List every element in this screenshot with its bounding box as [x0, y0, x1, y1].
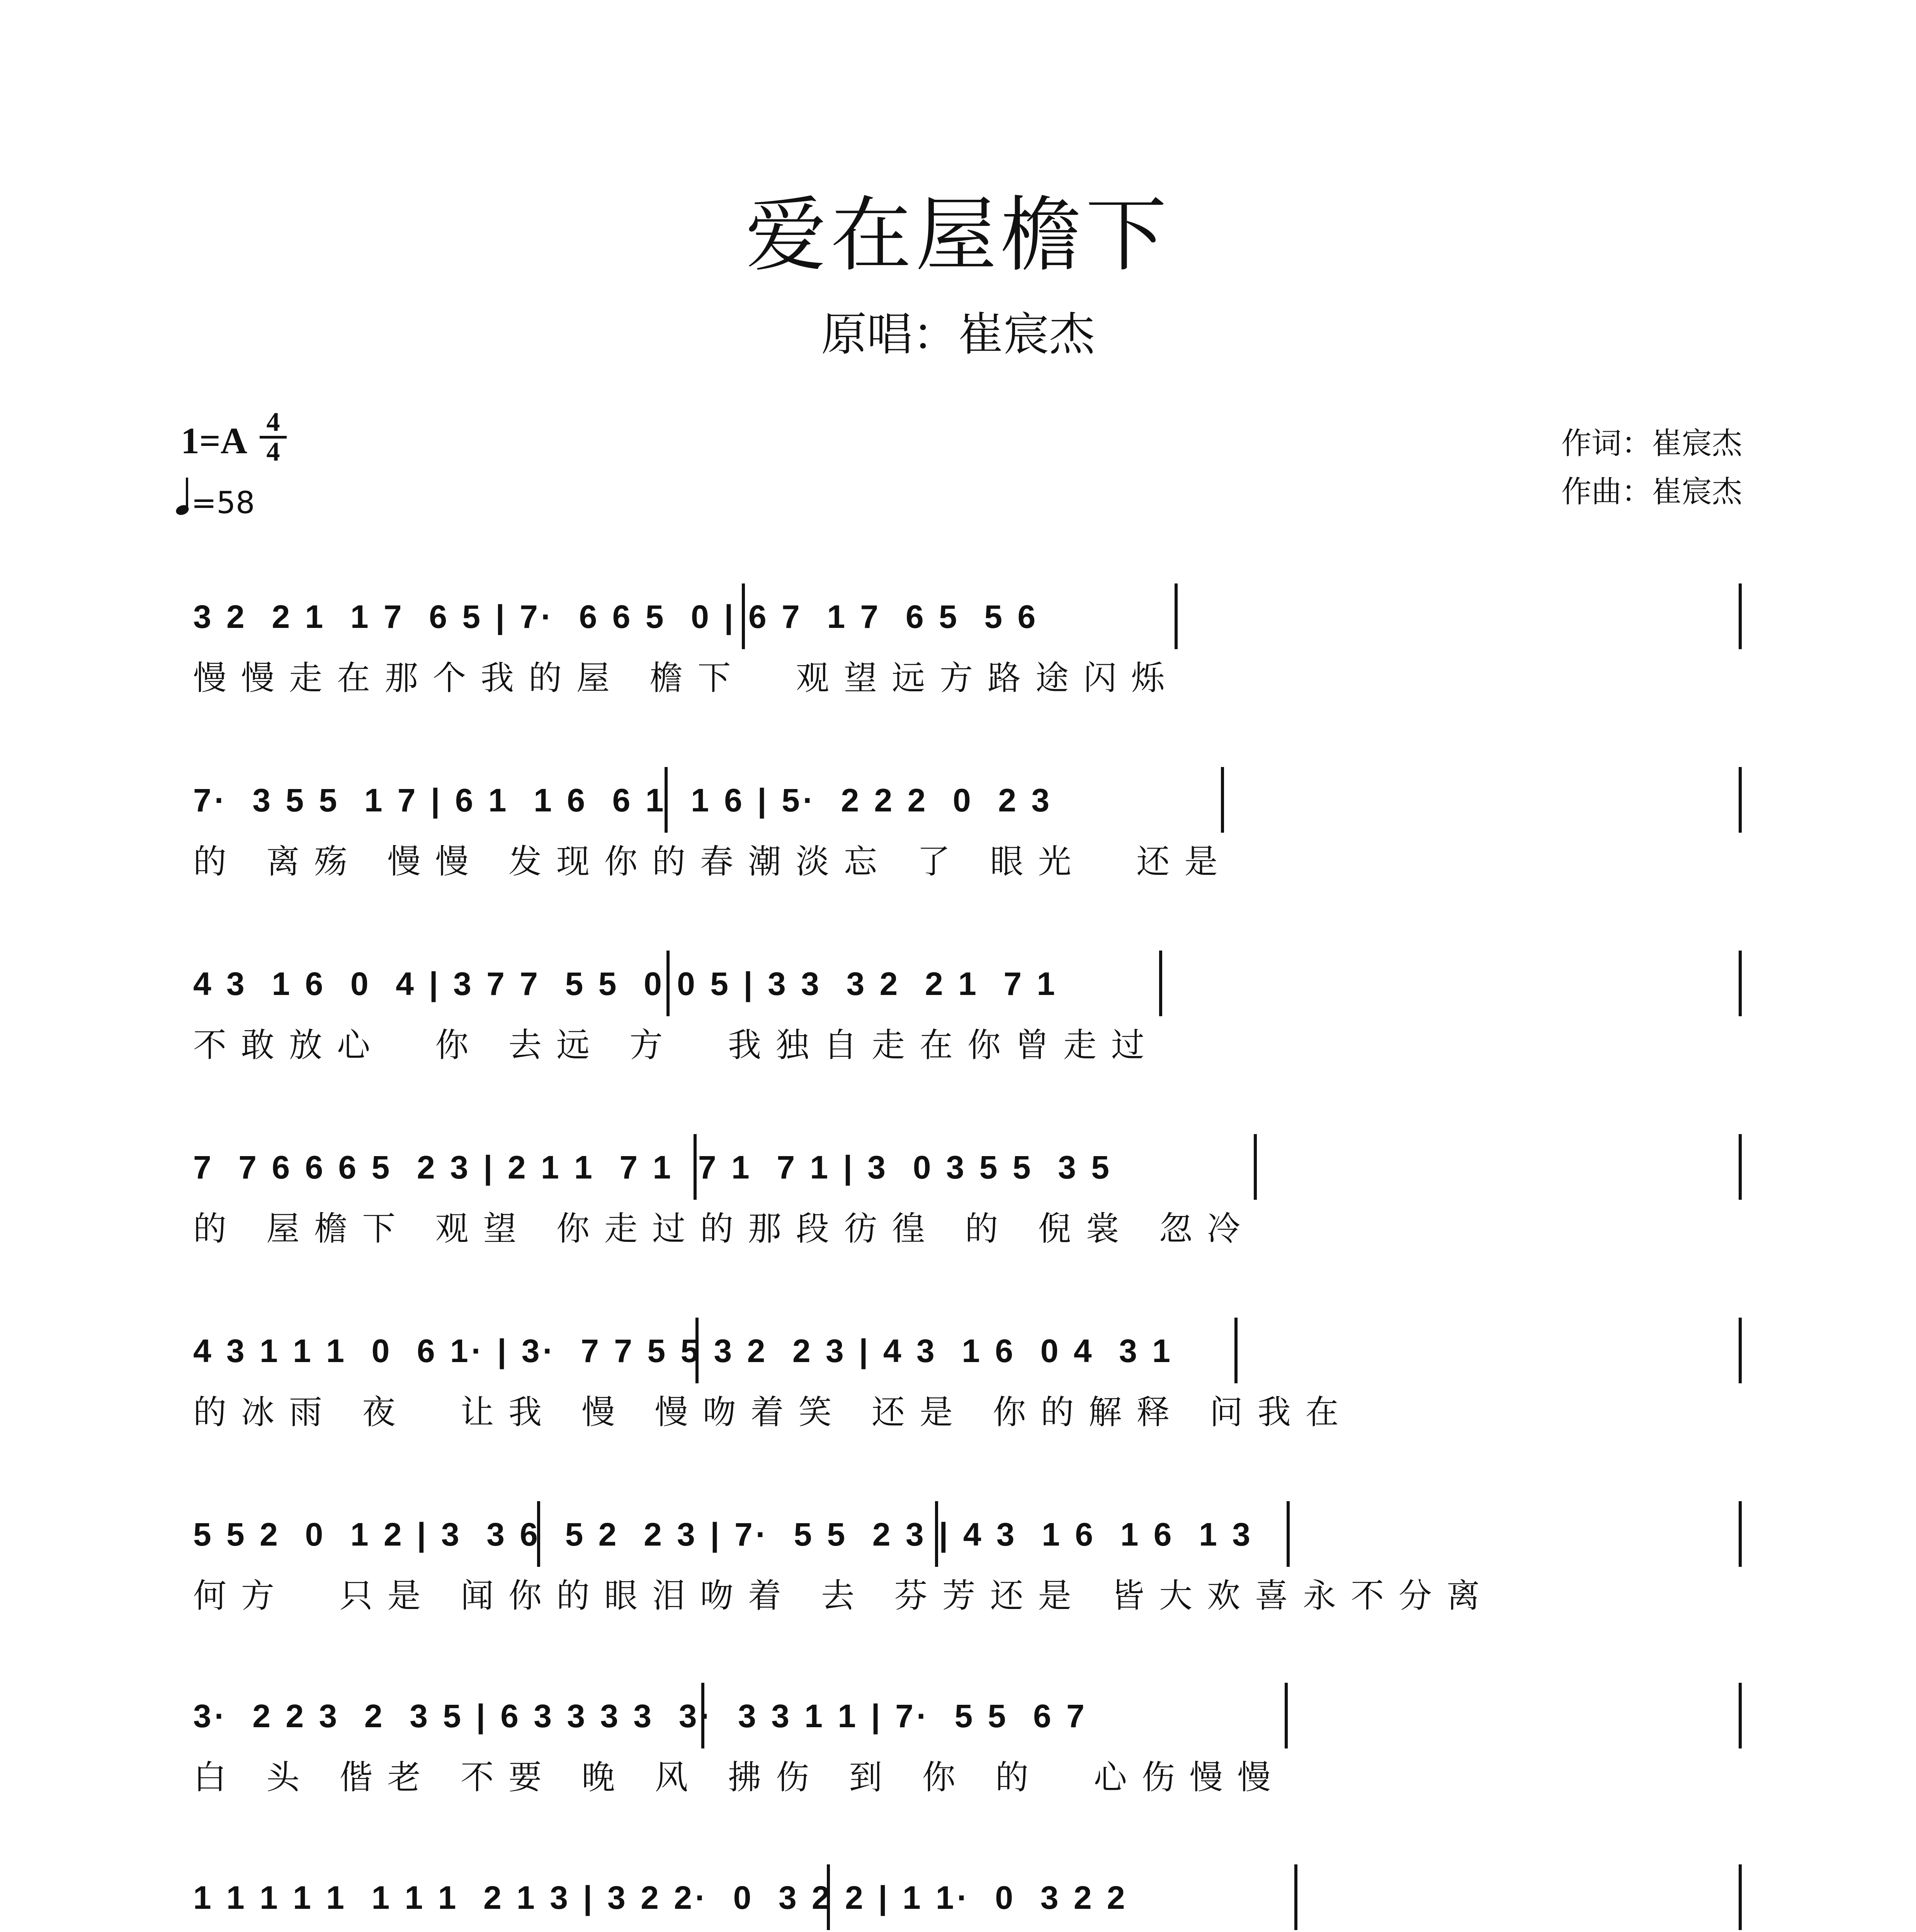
barline	[1739, 1864, 1742, 1930]
original-singer: 原唱：崔宸杰	[821, 308, 1095, 361]
note-stem	[186, 478, 188, 509]
lyric-line: 的 屋檐下 观望 你走过的那段彷徨 的 倪裳 忽冷	[193, 1209, 1255, 1248]
notation-line: 3 2 2 1 1 7 6 5 | 7· 6 6 5 0 | 6 7 1 7 6 5 5 6	[193, 599, 1039, 635]
barline	[1739, 583, 1742, 649]
barline	[1739, 1134, 1742, 1200]
lyricist-credit: 作词：崔宸杰	[1561, 426, 1742, 461]
lyric-line: 白 头 偕老 不要 晚 风 拂伤 到 你 的 心伤慢慢	[193, 1758, 1285, 1797]
lyric-line: 何方 只是 闻你的眼泪吻着 去 芬芳还是 皆大欢喜永不分离	[193, 1577, 1495, 1615]
song-title: 爱在屋檐下	[745, 188, 1171, 282]
lyric-line: 慢慢走在那个我的屋 檐下 观望远方路途闪烁	[193, 659, 1180, 697]
lyric-line: 的 离殇 慢慢 发现你的春潮淡忘 了 眼光 还是	[193, 842, 1233, 881]
notation-line: 7· 3 5 5 1 7 | 6 1 1 6 6 1 1 6 | 5· 2 2 2 0 2 3	[193, 782, 1053, 818]
notation-line: 4 3 1 1 1 0 6 1· | 3· 7 7 5 5 3 2 2 3 | 4 3 1 6 0 4 3 1	[193, 1333, 1174, 1369]
score-row	[182, 767, 1743, 883]
score-row	[182, 1501, 1743, 1617]
barline	[1739, 1501, 1742, 1567]
composer-credit: 作曲：崔宸杰	[1561, 474, 1742, 509]
score-row	[182, 1683, 1743, 1799]
notation-line: 3· 2 2 3 2 3 5 | 6 3 3 3 3 3· 3 3 1 1 | 7· 5 5 6 7	[193, 1698, 1088, 1734]
notation-line: 4 3 1 6 0 4 | 3 7 7 5 5 0 0 5 | 3 3 3 2 2 1 7 1	[193, 966, 1058, 1002]
time-bottom: 4	[266, 437, 280, 467]
notation-line: 1 1 1 1 1 1 1 1 2 1 3 | 3 2 2· 0 3 2 2 | 1 1· 0 3 2 2	[193, 1879, 1128, 1916]
lyric-line: 不敢放心 你 去远 方 我独自走在你曾走过	[193, 1026, 1159, 1065]
lyric-line: 的冰雨 夜 让我 慢 慢吻着笑 还是 你的解释 问我在	[193, 1393, 1353, 1432]
time-signature	[260, 407, 287, 467]
score-row	[182, 1864, 1743, 1932]
score-row	[182, 583, 1743, 699]
tempo-marking	[176, 482, 255, 520]
barline	[1739, 1318, 1742, 1383]
notation-line: 5 5 2 0 1 2 | 3 3 6 5 2 2 3 | 7· 5 5 2 3 | 4 3 1 6 1 6 1 3	[193, 1516, 1253, 1553]
barline	[1739, 1683, 1742, 1748]
score-row	[182, 951, 1743, 1066]
key-signature: 1=A	[181, 420, 248, 461]
time-top: 4	[266, 407, 280, 437]
tempo-value: =58	[191, 486, 255, 520]
notation-line: 7 7 6 6 6 5 2 3 | 2 1 1 7 1 7 1 7 1 | 3 0 3 5 5 3 5	[193, 1149, 1113, 1185]
score-row	[182, 1318, 1743, 1434]
barline	[1739, 951, 1742, 1016]
score-row	[182, 1134, 1743, 1250]
barline	[1739, 767, 1742, 833]
